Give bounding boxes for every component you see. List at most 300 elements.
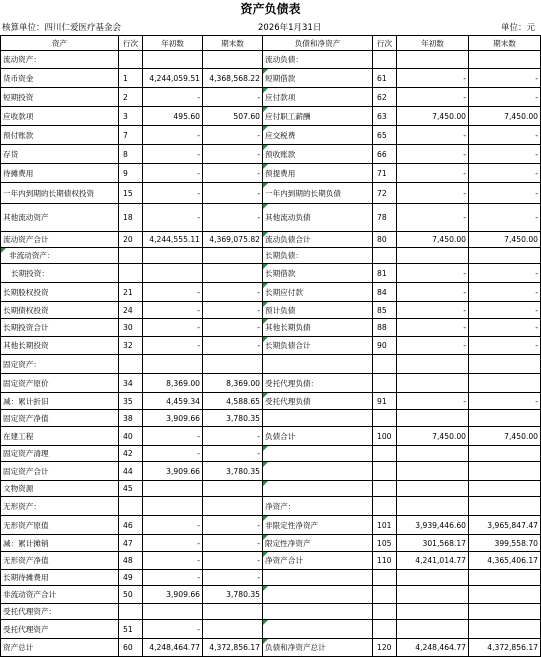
table-row (1, 446, 541, 462)
liability-begin-value: 4,248,464.77 (397, 639, 469, 657)
col-header-begin: 年初数 (143, 36, 203, 51)
asset-line-no: 8 (119, 145, 143, 164)
liability-label (263, 410, 373, 427)
liability-label: 长期负债： (263, 248, 373, 264)
asset-end-value: - (203, 88, 263, 107)
table-row (1, 552, 541, 570)
asset-label: 长期投资合计 (1, 319, 119, 337)
table-row (1, 374, 541, 393)
asset-begin-value: - (143, 446, 203, 462)
table-row (1, 497, 541, 516)
asset-begin-value: - (143, 164, 203, 183)
liability-line-no: 110 (373, 552, 397, 570)
asset-label: 存货 (1, 145, 119, 164)
asset-begin-value: - (143, 145, 203, 164)
asset-end-value (203, 620, 263, 639)
asset-begin-value: - (143, 302, 203, 319)
asset-line-no: 3 (119, 107, 143, 126)
asset-line-no (119, 604, 143, 620)
table-row (1, 535, 541, 552)
liability-begin-value (397, 620, 469, 639)
liability-label (263, 481, 373, 497)
asset-label: 无形资产净值 (1, 552, 119, 570)
table-row (1, 337, 541, 355)
liability-line-no: 80 (373, 232, 397, 248)
liability-label: 长期应付款 (263, 283, 373, 302)
liability-begin-value: 7,450.00 (397, 232, 469, 248)
asset-end-value: 4,369,075.82 (203, 232, 263, 248)
table-row (1, 107, 541, 126)
col-header-line-no: 行次 (119, 36, 143, 51)
asset-label: 长期股权投资 (1, 283, 119, 302)
table-row (1, 283, 541, 302)
asset-line-no: 2 (119, 88, 143, 107)
report-date: 2026年1月31日 (258, 23, 322, 33)
asset-end-value: 4,368,568.22 (203, 69, 263, 88)
liability-end-value: - (469, 204, 541, 232)
asset-line-no: 40 (119, 427, 143, 446)
liability-begin-value (397, 481, 469, 497)
asset-label: 预付账款 (1, 126, 119, 145)
liability-begin-value (397, 446, 469, 462)
balance-table (0, 35, 541, 657)
asset-end-value: 507.60 (203, 107, 263, 126)
liability-end-value: - (469, 145, 541, 164)
asset-label: 非流动资产： (1, 248, 119, 264)
liability-label: 预提费用 (263, 164, 373, 183)
table-row (1, 69, 541, 88)
currency-unit: 单位：元 (500, 23, 535, 33)
liability-line-no: 72 (373, 183, 397, 204)
table-row (1, 51, 541, 69)
accounting-unit: 核算单位：四川仁爱医疗基金会 (2, 23, 122, 33)
asset-end-value: - (203, 570, 263, 586)
liability-line-no (373, 570, 397, 586)
asset-line-no: 35 (119, 393, 143, 410)
liability-begin-value (397, 462, 469, 481)
liability-line-no (373, 374, 397, 393)
table-row (1, 393, 541, 410)
asset-end-value: 4,372,856.17 (203, 639, 263, 657)
liability-begin-value: - (397, 164, 469, 183)
table-row (1, 248, 541, 264)
asset-label: 长期投资： (1, 264, 119, 283)
table-row (1, 427, 541, 446)
liability-end-value (469, 51, 541, 69)
liability-end-value: 4,365,406.17 (469, 552, 541, 570)
asset-line-no: 24 (119, 302, 143, 319)
liability-line-no: 66 (373, 145, 397, 164)
liability-begin-value (397, 604, 469, 620)
liability-end-value (469, 355, 541, 374)
asset-label: 待摊费用 (1, 164, 119, 183)
liability-end-value (469, 374, 541, 393)
asset-begin-value: 4,248,464.77 (143, 639, 203, 657)
asset-end-value: - (203, 164, 263, 183)
liability-label: 受托代理负债： (263, 374, 373, 393)
asset-end-value: 3,780.35 (203, 586, 263, 604)
asset-line-no: 51 (119, 620, 143, 639)
liability-line-no: 100 (373, 427, 397, 446)
liability-begin-value: - (397, 145, 469, 164)
liability-end-value: 7,450.00 (469, 232, 541, 248)
liability-label (263, 570, 373, 586)
liability-begin-value (397, 248, 469, 264)
liability-label: 应付款项 (263, 88, 373, 107)
table-row (1, 264, 541, 283)
report-title: 资产负债表 (240, 2, 301, 16)
table-row (1, 516, 541, 535)
asset-begin-value (143, 51, 203, 69)
asset-line-no: 60 (119, 639, 143, 657)
table-row (1, 319, 541, 337)
asset-begin-value: 3,909.66 (143, 462, 203, 481)
asset-line-no: 47 (119, 535, 143, 552)
asset-label: 固定资产合计 (1, 462, 119, 481)
asset-end-value: 4,588.65 (203, 393, 263, 410)
asset-line-no: 48 (119, 552, 143, 570)
liability-begin-value: - (397, 69, 469, 88)
liability-end-value (469, 248, 541, 264)
asset-line-no: 49 (119, 570, 143, 586)
liability-end-value (469, 481, 541, 497)
asset-line-no: 44 (119, 462, 143, 481)
liability-label: 负债和净资产总计 (263, 639, 373, 657)
liability-line-no: 71 (373, 164, 397, 183)
asset-end-value (203, 248, 263, 264)
table-row (1, 88, 541, 107)
liability-line-no (373, 586, 397, 604)
asset-end-value: - (203, 427, 263, 446)
asset-begin-value (143, 497, 203, 516)
table-row (1, 604, 541, 620)
asset-label: 长期待摊费用 (1, 570, 119, 586)
liability-label (263, 620, 373, 639)
liability-begin-value: 7,450.00 (397, 107, 469, 126)
liability-line-no: 90 (373, 337, 397, 355)
liability-begin-value: - (397, 264, 469, 283)
liability-label: 应交税费 (263, 126, 373, 145)
asset-line-no (119, 497, 143, 516)
table-row (1, 410, 541, 427)
asset-end-value (203, 51, 263, 69)
asset-begin-value: - (143, 319, 203, 337)
liability-line-no (373, 620, 397, 639)
liability-label: 受托代理负债 (263, 393, 373, 410)
asset-label: 一年内到期的长期债权投资 (1, 183, 119, 204)
liability-end-value: - (469, 393, 541, 410)
asset-end-value: - (203, 552, 263, 570)
liability-begin-value: 4,241,014.77 (397, 552, 469, 570)
liability-label: 预收账款 (263, 145, 373, 164)
table-row (1, 302, 541, 319)
asset-label: 固定资产净值 (1, 410, 119, 427)
liability-begin-value: - (397, 319, 469, 337)
asset-label: 无形资产： (1, 497, 119, 516)
asset-label: 受托代理资产： (1, 604, 119, 620)
asset-line-no (119, 51, 143, 69)
liability-line-no (373, 497, 397, 516)
asset-begin-value: - (143, 570, 203, 586)
asset-line-no: 38 (119, 410, 143, 427)
asset-end-value: - (203, 319, 263, 337)
asset-line-no: 42 (119, 446, 143, 462)
asset-begin-value: 4,244,059.51 (143, 69, 203, 88)
asset-label: 应收款项 (1, 107, 119, 126)
liability-end-value (469, 570, 541, 586)
liability-line-no: 85 (373, 302, 397, 319)
asset-end-value (203, 355, 263, 374)
liability-label: 限定性净资产 (263, 535, 373, 552)
liability-end-value (469, 620, 541, 639)
asset-end-value: - (203, 446, 263, 462)
asset-line-no: 20 (119, 232, 143, 248)
asset-begin-value: - (143, 183, 203, 204)
liability-line-no (373, 51, 397, 69)
liability-line-no: 88 (373, 319, 397, 337)
table-row (1, 462, 541, 481)
asset-line-no: 18 (119, 204, 143, 232)
col-header-line-no-right: 行次 (373, 36, 397, 51)
liability-label (263, 586, 373, 604)
liability-line-no: 105 (373, 535, 397, 552)
liability-begin-value: - (397, 88, 469, 107)
liability-begin-value: - (397, 126, 469, 145)
asset-line-no: 15 (119, 183, 143, 204)
asset-end-value: - (203, 145, 263, 164)
asset-label: 固定资产： (1, 355, 119, 374)
asset-begin-value: - (143, 516, 203, 535)
asset-label: 其他长期投资 (1, 337, 119, 355)
liability-line-no: 62 (373, 88, 397, 107)
table-row (1, 204, 541, 232)
asset-begin-value: - (143, 535, 203, 552)
liability-begin-value: 3,939,446.60 (397, 516, 469, 535)
liability-line-no: 81 (373, 264, 397, 283)
liability-end-value (469, 446, 541, 462)
liability-end-value (469, 410, 541, 427)
liability-begin-value: 7,450.00 (397, 427, 469, 446)
liability-begin-value: 301,568.17 (397, 535, 469, 552)
liability-end-value: - (469, 319, 541, 337)
asset-begin-value (143, 264, 203, 283)
liability-end-value: 4,372,856.17 (469, 639, 541, 657)
asset-begin-value: - (143, 204, 203, 232)
col-header-begin-right: 年初数 (397, 36, 469, 51)
asset-begin-value (143, 248, 203, 264)
col-header-end-right: 期末数 (469, 36, 541, 51)
asset-line-no: 34 (119, 374, 143, 393)
asset-label: 减：累计折旧 (1, 393, 119, 410)
liability-end-value: - (469, 183, 541, 204)
asset-line-no (119, 355, 143, 374)
liability-begin-value: - (397, 183, 469, 204)
asset-end-value (203, 481, 263, 497)
asset-end-value (203, 497, 263, 516)
liability-begin-value: - (397, 302, 469, 319)
table-row (1, 164, 541, 183)
liability-line-no (373, 462, 397, 481)
asset-end-value (203, 264, 263, 283)
liability-line-no: 101 (373, 516, 397, 535)
liability-line-no: 65 (373, 126, 397, 145)
asset-label: 固定资产清理 (1, 446, 119, 462)
liability-label: 净资产： (263, 497, 373, 516)
asset-end-value: - (203, 302, 263, 319)
liability-label: 流动负债： (263, 51, 373, 69)
asset-begin-value: - (143, 337, 203, 355)
asset-end-value: 3,780.35 (203, 462, 263, 481)
asset-end-value: - (203, 283, 263, 302)
liability-label (263, 355, 373, 374)
asset-begin-value: 495.60 (143, 107, 203, 126)
asset-begin-value: 3,909.66 (143, 586, 203, 604)
asset-line-no: 50 (119, 586, 143, 604)
table-body (1, 51, 541, 657)
liability-end-value: - (469, 283, 541, 302)
liability-line-no (373, 248, 397, 264)
liability-end-value: - (469, 164, 541, 183)
col-header-assets: 资产 (1, 36, 119, 51)
liability-line-no: 63 (373, 107, 397, 126)
asset-begin-value: - (143, 620, 203, 639)
asset-end-value: - (203, 183, 263, 204)
asset-end-value: - (203, 337, 263, 355)
liability-line-no: 84 (373, 283, 397, 302)
asset-label: 短期投资 (1, 88, 119, 107)
asset-label: 非流动资产合计 (1, 586, 119, 604)
table-row (1, 183, 541, 204)
liability-label: 其他长期负债 (263, 319, 373, 337)
liability-begin-value: - (397, 204, 469, 232)
liability-line-no: 61 (373, 69, 397, 88)
liability-label: 其他流动负债 (263, 204, 373, 232)
liability-label: 长期借款 (263, 264, 373, 283)
asset-label: 货币资金 (1, 69, 119, 88)
liability-line-no (373, 604, 397, 620)
asset-line-no: 21 (119, 283, 143, 302)
liability-begin-value (397, 410, 469, 427)
table-row (1, 586, 541, 604)
table-row (1, 620, 541, 639)
asset-begin-value: - (143, 126, 203, 145)
asset-label: 减：累计摊销 (1, 535, 119, 552)
liability-end-value: - (469, 69, 541, 88)
asset-begin-value: 4,244,555.11 (143, 232, 203, 248)
liability-end-value: 7,450.00 (469, 107, 541, 126)
asset-begin-value (143, 355, 203, 374)
asset-label: 流动资产： (1, 51, 119, 69)
asset-begin-value: - (143, 283, 203, 302)
table-row (1, 355, 541, 374)
asset-line-no (119, 264, 143, 283)
liability-end-value: - (469, 88, 541, 107)
table-row (1, 639, 541, 657)
liability-line-no: 120 (373, 639, 397, 657)
table-row (1, 481, 541, 497)
liability-end-value (469, 604, 541, 620)
header-row (1, 36, 541, 51)
liability-label: 一年内到期的长期负债 (263, 183, 373, 204)
liability-begin-value: - (397, 337, 469, 355)
asset-label: 流动资产合计 (1, 232, 119, 248)
liability-line-no (373, 410, 397, 427)
asset-line-no: 46 (119, 516, 143, 535)
col-header-liabilities: 负债和净资产 (263, 36, 373, 51)
liability-end-value: 7,450.00 (469, 427, 541, 446)
asset-end-value: 3,780.35 (203, 410, 263, 427)
liability-label: 流动负债合计 (263, 232, 373, 248)
liability-label: 预计负债 (263, 302, 373, 319)
asset-end-value: - (203, 126, 263, 145)
liability-label (263, 604, 373, 620)
liability-end-value: - (469, 337, 541, 355)
asset-label: 固定资产原价 (1, 374, 119, 393)
liability-end-value: - (469, 302, 541, 319)
liability-line-no (373, 446, 397, 462)
asset-line-no: 45 (119, 481, 143, 497)
asset-line-no: 9 (119, 164, 143, 183)
asset-end-value: 8,369.00 (203, 374, 263, 393)
liability-begin-value (397, 570, 469, 586)
liability-line-no: 78 (373, 204, 397, 232)
liability-line-no (373, 355, 397, 374)
asset-label: 资产总计 (1, 639, 119, 657)
liability-label: 净资产合计 (263, 552, 373, 570)
liability-begin-value (397, 374, 469, 393)
liability-end-value (469, 497, 541, 516)
asset-begin-value (143, 604, 203, 620)
liability-begin-value: - (397, 393, 469, 410)
liability-begin-value (397, 51, 469, 69)
asset-label: 在建工程 (1, 427, 119, 446)
asset-begin-value: - (143, 88, 203, 107)
liability-label (263, 446, 373, 462)
asset-line-no: 1 (119, 69, 143, 88)
liability-label: 短期借款 (263, 69, 373, 88)
asset-label: 长期债权投资 (1, 302, 119, 319)
liability-label: 非限定性净资产 (263, 516, 373, 535)
asset-line-no: 32 (119, 337, 143, 355)
table-row (1, 570, 541, 586)
asset-begin-value: 3,909.66 (143, 410, 203, 427)
asset-end-value (203, 604, 263, 620)
table-row (1, 126, 541, 145)
liability-end-value: 3,965,847.47 (469, 516, 541, 535)
asset-label: 文物资源 (1, 481, 119, 497)
asset-label: 其他流动资产 (1, 204, 119, 232)
liability-label (263, 462, 373, 481)
liability-end-value: 399,558.70 (469, 535, 541, 552)
liability-end-value (469, 462, 541, 481)
asset-begin-value: 4,459.34 (143, 393, 203, 410)
liability-line-no: 91 (373, 393, 397, 410)
asset-begin-value: 8,369.00 (143, 374, 203, 393)
liability-end-value: - (469, 264, 541, 283)
asset-line-no: 30 (119, 319, 143, 337)
asset-end-value: - (203, 204, 263, 232)
liability-begin-value: - (397, 283, 469, 302)
asset-label: 无形资产原值 (1, 516, 119, 535)
liability-end-value (469, 586, 541, 604)
asset-end-value: - (203, 535, 263, 552)
liability-line-no (373, 481, 397, 497)
liability-begin-value (397, 355, 469, 374)
col-header-end: 期末数 (203, 36, 263, 51)
liability-end-value: - (469, 126, 541, 145)
asset-line-no: 7 (119, 126, 143, 145)
asset-label: 受托代理资产 (1, 620, 119, 639)
